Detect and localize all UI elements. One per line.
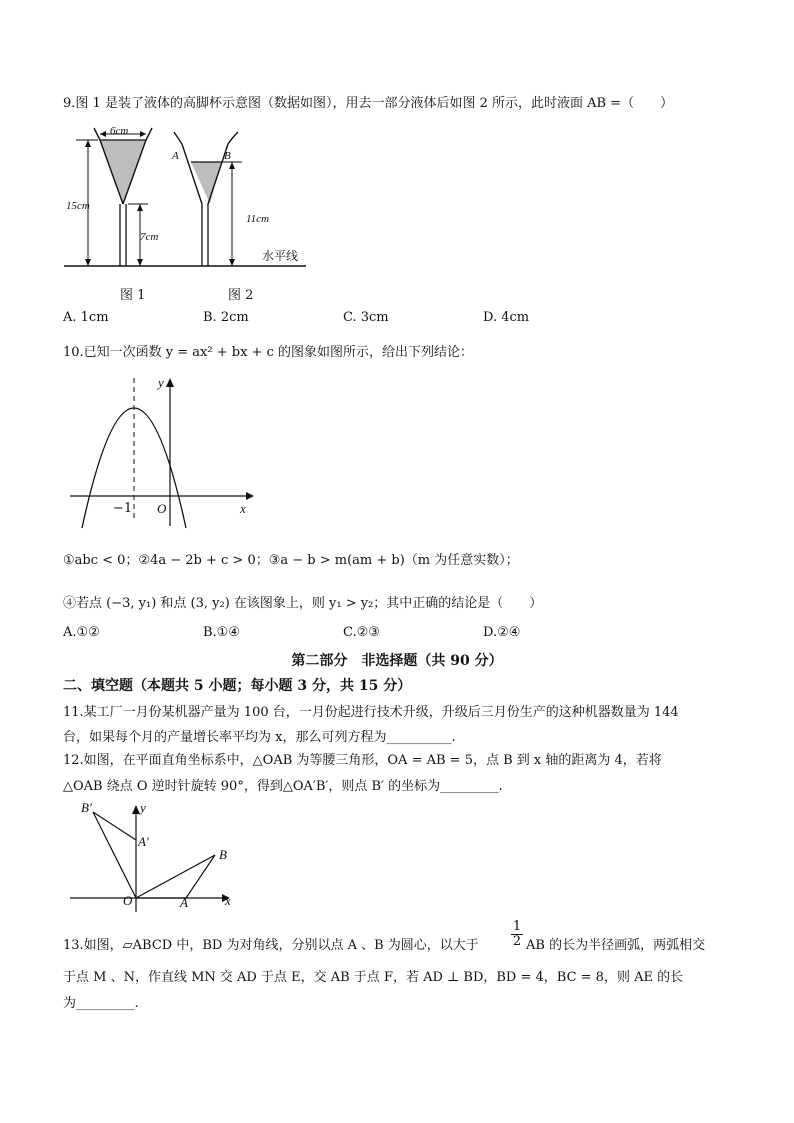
- q10-option-c[interactable]: C.②③: [343, 625, 380, 640]
- q9-option-c[interactable]: C. 3cm: [343, 310, 389, 325]
- q9-stem: 9.图 1 是装了液体的高脚杯示意图（数据如图），用去一部分液体后如图 2 所示，此时液面 AB =（ ）: [63, 96, 674, 111]
- graph-origin-label: O: [157, 501, 167, 516]
- q12-line2: △OAB 绕点 O 逆时针旋转 90°，得到△OA′B′，则点 B′ 的坐标为_________.: [63, 779, 503, 794]
- q13-fraction: [511, 920, 523, 949]
- part2-title: 第二部分 非选择题（共 90 分）: [291, 653, 503, 669]
- graph-y-label: y: [158, 375, 164, 390]
- q13-line3: 为_________.: [63, 996, 139, 1011]
- q9-option-a[interactable]: A. 1cm: [63, 310, 109, 325]
- q10-statements-2: ④若点 (−3, y₁) 和点 (3, y₂) 在该图象上，则 y₁ > y₂；其中正确的结论是（ ）: [63, 596, 543, 611]
- q13-line1b: AB 的长为半径画弧，两弧相交: [526, 938, 706, 953]
- q11-line1: 11.某工厂一月份某机器产量为 100 台，一月份起进行技术升级，升级后三月份生产的这种机器数量为 144: [63, 705, 679, 720]
- q10-option-a[interactable]: A.①②: [63, 625, 100, 640]
- q13-line2: 于点 M 、N，作直线 MN 交 AD 于点 E，交 AB 于点 F，若 AD ⊥ BD，BD = 4，BC = 8，则 AE 的长: [63, 970, 684, 985]
- q10-option-d[interactable]: D.②④: [483, 625, 521, 640]
- fig2-caption: 图 2: [228, 288, 254, 303]
- q12-label-a-prime: A′: [138, 834, 149, 849]
- q12-label-b-prime: B′: [81, 800, 92, 815]
- label-6cm: 6cm: [110, 125, 129, 137]
- q12-label-b: B: [219, 847, 227, 862]
- label-point-a: A: [172, 150, 179, 162]
- label-horizontal: 水平线: [262, 249, 299, 263]
- section2-title: 二、填空题（本题共 5 小题；每小题 3 分，共 15 分）: [63, 678, 412, 694]
- label-15cm: 15cm: [66, 200, 90, 212]
- q12-figure: [64, 800, 244, 920]
- q11-line2: 台，如果每个月的产量增长率平均为 x，那么可列方程为__________.: [63, 730, 456, 745]
- q12-label-y: y: [140, 800, 146, 815]
- q13-line1a: 13.如图，▱ABCD 中，BD 为对角线，分别以点 A 、B 为圆心，以大于: [63, 938, 479, 953]
- q12-label-a: A: [180, 895, 188, 910]
- label-point-b: B: [224, 150, 231, 162]
- q12-label-x: x: [225, 893, 231, 908]
- q13-fraction-den: 2: [512, 934, 522, 949]
- q9-option-b[interactable]: B. 2cm: [203, 310, 249, 325]
- q13-fraction-num: 1: [512, 919, 522, 934]
- graph-x-label: x: [240, 501, 246, 516]
- graph-minus-one-label: −1: [113, 501, 133, 516]
- fig1-caption: 图 1: [120, 288, 146, 303]
- glass1-liquid: [100, 140, 146, 204]
- q12-line1: 12.如图，在平面直角坐标系中，△OAB 为等腰三角形，OA = AB = 5，点 B 到 x 轴的距离为 4，若将: [63, 753, 662, 768]
- q9-option-d[interactable]: D. 4cm: [483, 310, 530, 325]
- q10-stem: 10.已知一次函数 y = ax² + bx + c 的图象如图所示，给出下列结论：: [63, 345, 473, 360]
- label-7cm: 7cm: [140, 231, 159, 243]
- label-11cm: 11cm: [246, 213, 270, 225]
- q12-label-o: O: [123, 893, 133, 908]
- q10-statements-1: ①abc < 0；②4a − 2b + c > 0；③a − b > m(am + b)（m 为任意实数）；: [63, 553, 519, 568]
- q10-option-b[interactable]: B.①④: [203, 625, 240, 640]
